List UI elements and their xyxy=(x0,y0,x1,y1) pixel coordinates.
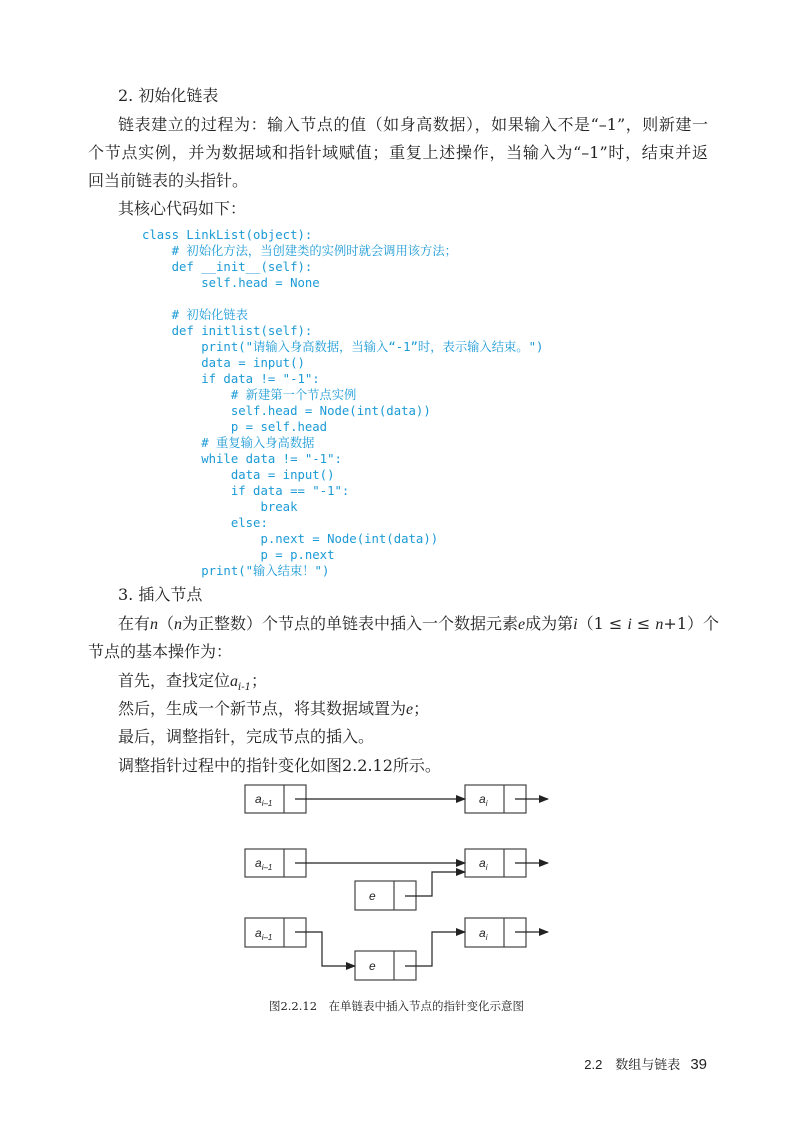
code-line: print("输入结束！") xyxy=(142,564,330,578)
node-label: $a_i$ xyxy=(479,792,488,808)
paragraph-line: 链表建立的过程为：输入节点的值（如身高数据），如果输入不是“–1”，则新建一 xyxy=(118,115,708,134)
node-label: $a_{i-1}$ xyxy=(255,926,273,942)
node-label: e xyxy=(369,959,376,973)
text: ； xyxy=(413,699,430,718)
node-label: $a_{i-1}$ xyxy=(255,856,273,872)
math-var: e xyxy=(406,701,414,718)
text: 然后，生成一个新节点，将其数据域置为 xyxy=(118,699,407,718)
code-line: def initlist(self): xyxy=(142,324,313,338)
step-3: 最后，调整指针，完成节点的插入。 xyxy=(118,727,375,746)
code-line: self.head = Node(int(data)) xyxy=(142,404,431,418)
code-line: while data != "-1": xyxy=(142,452,342,466)
math-subscript: i-1 xyxy=(238,682,251,694)
text: 成为第 xyxy=(525,614,574,633)
pointer-arrow xyxy=(405,872,465,896)
text: 首先，查找定位 xyxy=(118,671,231,690)
paragraph-line: 个节点实例，并为数据域和指针域赋值；重复上述操作，当输入为“–1”时，结束并返 xyxy=(88,143,708,162)
node-label: $a_i$ xyxy=(479,926,488,942)
code-line: # 重复输入身高数据 xyxy=(142,436,315,450)
step-4: 调整指针过程中的指针变化如图2.2.12所示。 xyxy=(118,756,441,775)
code-line: else: xyxy=(142,516,268,530)
paragraph-line: 回当前链表的头指针。 xyxy=(88,171,249,190)
math-var: n xyxy=(150,616,159,633)
pointer-arrow xyxy=(405,932,465,966)
figure-caption: 图2.2.12 在单链表中插入节点的指针变化示意图 xyxy=(268,999,525,1013)
text: ； xyxy=(250,671,267,690)
code-line: class LinkList(object): xyxy=(142,228,313,242)
text: ≤ xyxy=(631,614,656,633)
section-3-heading: 3. 插入节点 xyxy=(118,585,203,604)
code-line: self.head = None xyxy=(142,276,320,290)
code-line: break xyxy=(142,500,298,514)
node-label: $a_{i-1}$ xyxy=(255,792,273,808)
page-footer xyxy=(584,1054,707,1073)
math-var: i xyxy=(627,616,632,633)
code-line: data = input() xyxy=(142,356,305,370)
code-line: if data == "-1": xyxy=(142,484,350,498)
footer-section: 2.2 数组与链表 xyxy=(584,1057,681,1072)
node-label: e xyxy=(369,889,376,903)
code-line: p = self.head xyxy=(142,420,328,434)
pointer-arrow xyxy=(295,932,355,966)
code-line: print("请输入身高数据，当输入“-1”时，表示输入结束。") xyxy=(142,340,544,354)
section-2-heading: 2. 初始化链表 xyxy=(118,86,219,105)
math-var: a xyxy=(230,673,239,690)
math-var: e xyxy=(518,616,526,633)
code-line: if data != "-1": xyxy=(142,372,320,386)
math-var: n xyxy=(174,616,183,633)
code-line: p.next = Node(int(data)) xyxy=(142,532,439,546)
paragraph-line: 节点的基本操作为： xyxy=(88,642,233,661)
code-line: # 新建第一个节点实例 xyxy=(142,388,357,402)
code-line: p = p.next xyxy=(142,548,335,562)
code-line: # 初始化链表 xyxy=(142,308,248,322)
text: （ xyxy=(158,614,175,633)
code-intro: 其核心代码如下： xyxy=(118,199,247,218)
text: （1 ≤ xyxy=(577,614,628,633)
code-line: data = input() xyxy=(142,468,335,482)
math-var: i xyxy=(573,616,578,633)
code-line: # 初始化方法，当创建类的实例时就会调用该方法； xyxy=(142,244,457,258)
node-label: $a_i$ xyxy=(479,856,488,872)
page-number: 39 xyxy=(690,1056,707,1073)
text: 在有 xyxy=(118,614,151,633)
math-var: n xyxy=(655,616,664,633)
code-line: def __init__(self): xyxy=(142,260,313,274)
text: +1）个 xyxy=(663,614,720,633)
text: 为正整数）个节点的单链表中插入一个数据元素 xyxy=(182,614,519,633)
